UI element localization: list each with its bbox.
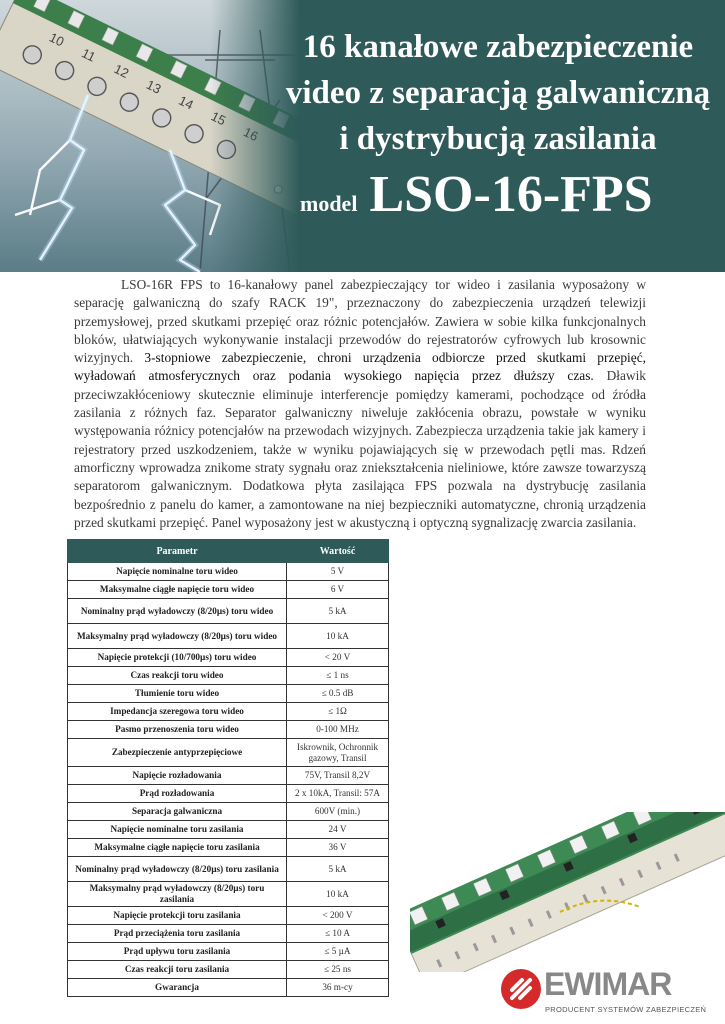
param-cell: Czas reakcji toru zasilania xyxy=(68,961,287,979)
specification-table xyxy=(67,539,389,997)
value-cell: 5 kA xyxy=(287,599,389,624)
table-row xyxy=(68,925,389,943)
value-cell: 24 V xyxy=(287,821,389,839)
value-cell: 10 kA xyxy=(287,882,389,907)
table-header-row xyxy=(68,540,389,563)
param-cell: Pasmo przenoszenia toru wideo xyxy=(68,721,287,739)
table-row xyxy=(68,739,389,767)
table-row xyxy=(68,785,389,803)
ewimar-emblem-icon xyxy=(500,968,542,1010)
value-cell: 36 m-cy xyxy=(287,979,389,997)
table-row xyxy=(68,803,389,821)
table-row xyxy=(68,943,389,961)
model-heading xyxy=(300,165,653,224)
value-cell: 36 V xyxy=(287,839,389,857)
param-cell: Prąd rozładowania xyxy=(68,785,287,803)
param-cell: Napięcie nominalne toru wideo xyxy=(68,563,287,581)
param-cell: Napięcie protekcji toru zasilania xyxy=(68,907,287,925)
table-row xyxy=(68,624,389,649)
model-label: model xyxy=(300,191,358,216)
value-cell: 75V, Transil 8,2V xyxy=(287,767,389,785)
table-row xyxy=(68,882,389,907)
value-cell: 5 kA xyxy=(287,857,389,882)
param-cell: Napięcie rozładowania xyxy=(68,767,287,785)
company-logo xyxy=(498,966,723,1024)
model-name: LSO-16-FPS xyxy=(369,166,653,223)
value-cell: ≤ 5 µA xyxy=(287,943,389,961)
value-cell: ≤ 0.5 dB xyxy=(287,685,389,703)
product-description xyxy=(74,276,646,532)
param-cell: Maksymalne ciągłe napięcie toru wideo xyxy=(68,581,287,599)
value-cell: ≤ 10 A xyxy=(287,925,389,943)
param-cell: Separacja galwaniczna xyxy=(68,803,287,821)
param-cell: Prąd przeciążenia toru zasilania xyxy=(68,925,287,943)
page-title xyxy=(268,24,725,162)
table-row xyxy=(68,581,389,599)
value-cell: Iskrownik, Ochronnik gazowy, Transil xyxy=(287,739,389,767)
table-row xyxy=(68,907,389,925)
param-cell: Impedancja szeregowa toru wideo xyxy=(68,703,287,721)
param-cell: Napięcie nominalne toru zasilania xyxy=(68,821,287,839)
table-row xyxy=(68,685,389,703)
title-line: i dystrybucją zasilania xyxy=(339,121,657,157)
param-cell: Prąd upływu toru zasilania xyxy=(68,943,287,961)
table-row xyxy=(68,649,389,667)
value-cell: 5 V xyxy=(287,563,389,581)
table-row xyxy=(68,857,389,882)
param-cell: Maksymalny prąd wyładowczy (8/20µs) toru zasilania xyxy=(68,882,287,907)
column-header-value: Wartość xyxy=(287,540,389,563)
logo-name: EWIMAR xyxy=(544,966,672,1002)
logo-tagline: PRODUCENT SYSTEMÓW ZABEZPIECZEŃ xyxy=(545,1005,707,1014)
table-row xyxy=(68,599,389,624)
param-cell: Tłumienie toru wideo xyxy=(68,685,287,703)
title-line: video z separacją galwaniczną xyxy=(285,75,711,111)
column-header-parameter: Parametr xyxy=(68,540,287,563)
value-cell: 600V (min.) xyxy=(287,803,389,821)
param-cell: Napięcie protekcji (10/700µs) toru wideo xyxy=(68,649,287,667)
value-cell: ≤ 25 ns xyxy=(287,961,389,979)
param-cell: Maksymalne ciągłe napięcie toru zasilania xyxy=(68,839,287,857)
table-row xyxy=(68,721,389,739)
param-cell: Maksymalny prąd wyładowczy (8/20µs) toru wideo xyxy=(68,624,287,649)
description-part: Dławik przeciwzakłóceniowy skutecznie eliminuje interferencje pomiędzy kamerami, pochodzące od źródła zasilania z różnych faz. Separator galwaniczny niweluje zakłócenia obrazu, powstałe w wyniku występowania różnicy potencjałów na przewodach wizyjnych. Zabezpiecza urządzenia takie jak kamery i rejestratory przed uszkodzeniem, także w wyniku pojawiających się w przewodach pętli mas. Rdzeń amorficzny wprowadza znikome straty sygnału oraz zniekształcenia nieliniowe, które zawsze towarzyszą separatorom galwanicznym. Dodatkowa płyta zasilająca FPS pozwala na dystrybucję zasilania bezpośrednio z panelu do kamer, a zamontowane na niej bezpieczniki automatyczne, chronią urządzenia przed skutkami przepięć. Panel wyposażony jest w akustyczną i optyczną sygnalizację zwarcia zasilania. xyxy=(74,368,646,530)
description-part: LSO-16R FPS to 16-kanałowy panel zabezpieczający tor wideo i zasilania wyposażony w separację galwaniczną do szafy RACK 19", przeznaczony do zabezpieczenia urządzeń telewizji przemysłowej, przed skutkami przepięć oraz różnic potencjałów. Zawiera w sobie kilka funkcjonalnych bloków, ułatwiających wykonywanie instalacji przewodów do rejestratorów cyfrowych lub krosownic wizyjnych. xyxy=(74,277,646,366)
param-cell: Czas reakcji toru wideo xyxy=(68,667,287,685)
header-banner xyxy=(0,0,725,272)
value-cell: 0-100 MHz xyxy=(287,721,389,739)
table-row xyxy=(68,821,389,839)
value-cell: 10 kA xyxy=(287,624,389,649)
table-row xyxy=(68,767,389,785)
table-row xyxy=(68,961,389,979)
param-cell: Nominalny prąd wyładowczy (8/20µs) toru zasilania xyxy=(68,857,287,882)
table-row xyxy=(68,667,389,685)
value-cell: 2 x 10kA, Transil: 57A xyxy=(287,785,389,803)
table-row xyxy=(68,563,389,581)
value-cell: 6 V xyxy=(287,581,389,599)
title-line: 16 kanałowe zabezpieczenie xyxy=(302,29,694,65)
description-highlight: 3-stopniowe zabezpieczenie, chroni urządzenia odbiorcze przed skutkami przepięć, wyładowań atmosferycznych oraz podania wysokiego napięcia przez dłuższy czas. xyxy=(74,350,646,384)
value-cell: ≤ 1 ns xyxy=(287,667,389,685)
value-cell: < 20 V xyxy=(287,649,389,667)
param-cell: Zabezpieczenie antyprzepięciowe xyxy=(68,739,287,767)
param-cell: Gwarancja xyxy=(68,979,287,997)
product-photo-rack-panel xyxy=(0,0,300,272)
table-row xyxy=(68,839,389,857)
param-cell: Nominalny prąd wyładowczy (8/20µs) toru wideo xyxy=(68,599,287,624)
table-row xyxy=(68,979,389,997)
product-photo-circuit-board xyxy=(410,812,725,972)
table-row xyxy=(68,703,389,721)
value-cell: ≤ 1Ω xyxy=(287,703,389,721)
value-cell: < 200 V xyxy=(287,907,389,925)
